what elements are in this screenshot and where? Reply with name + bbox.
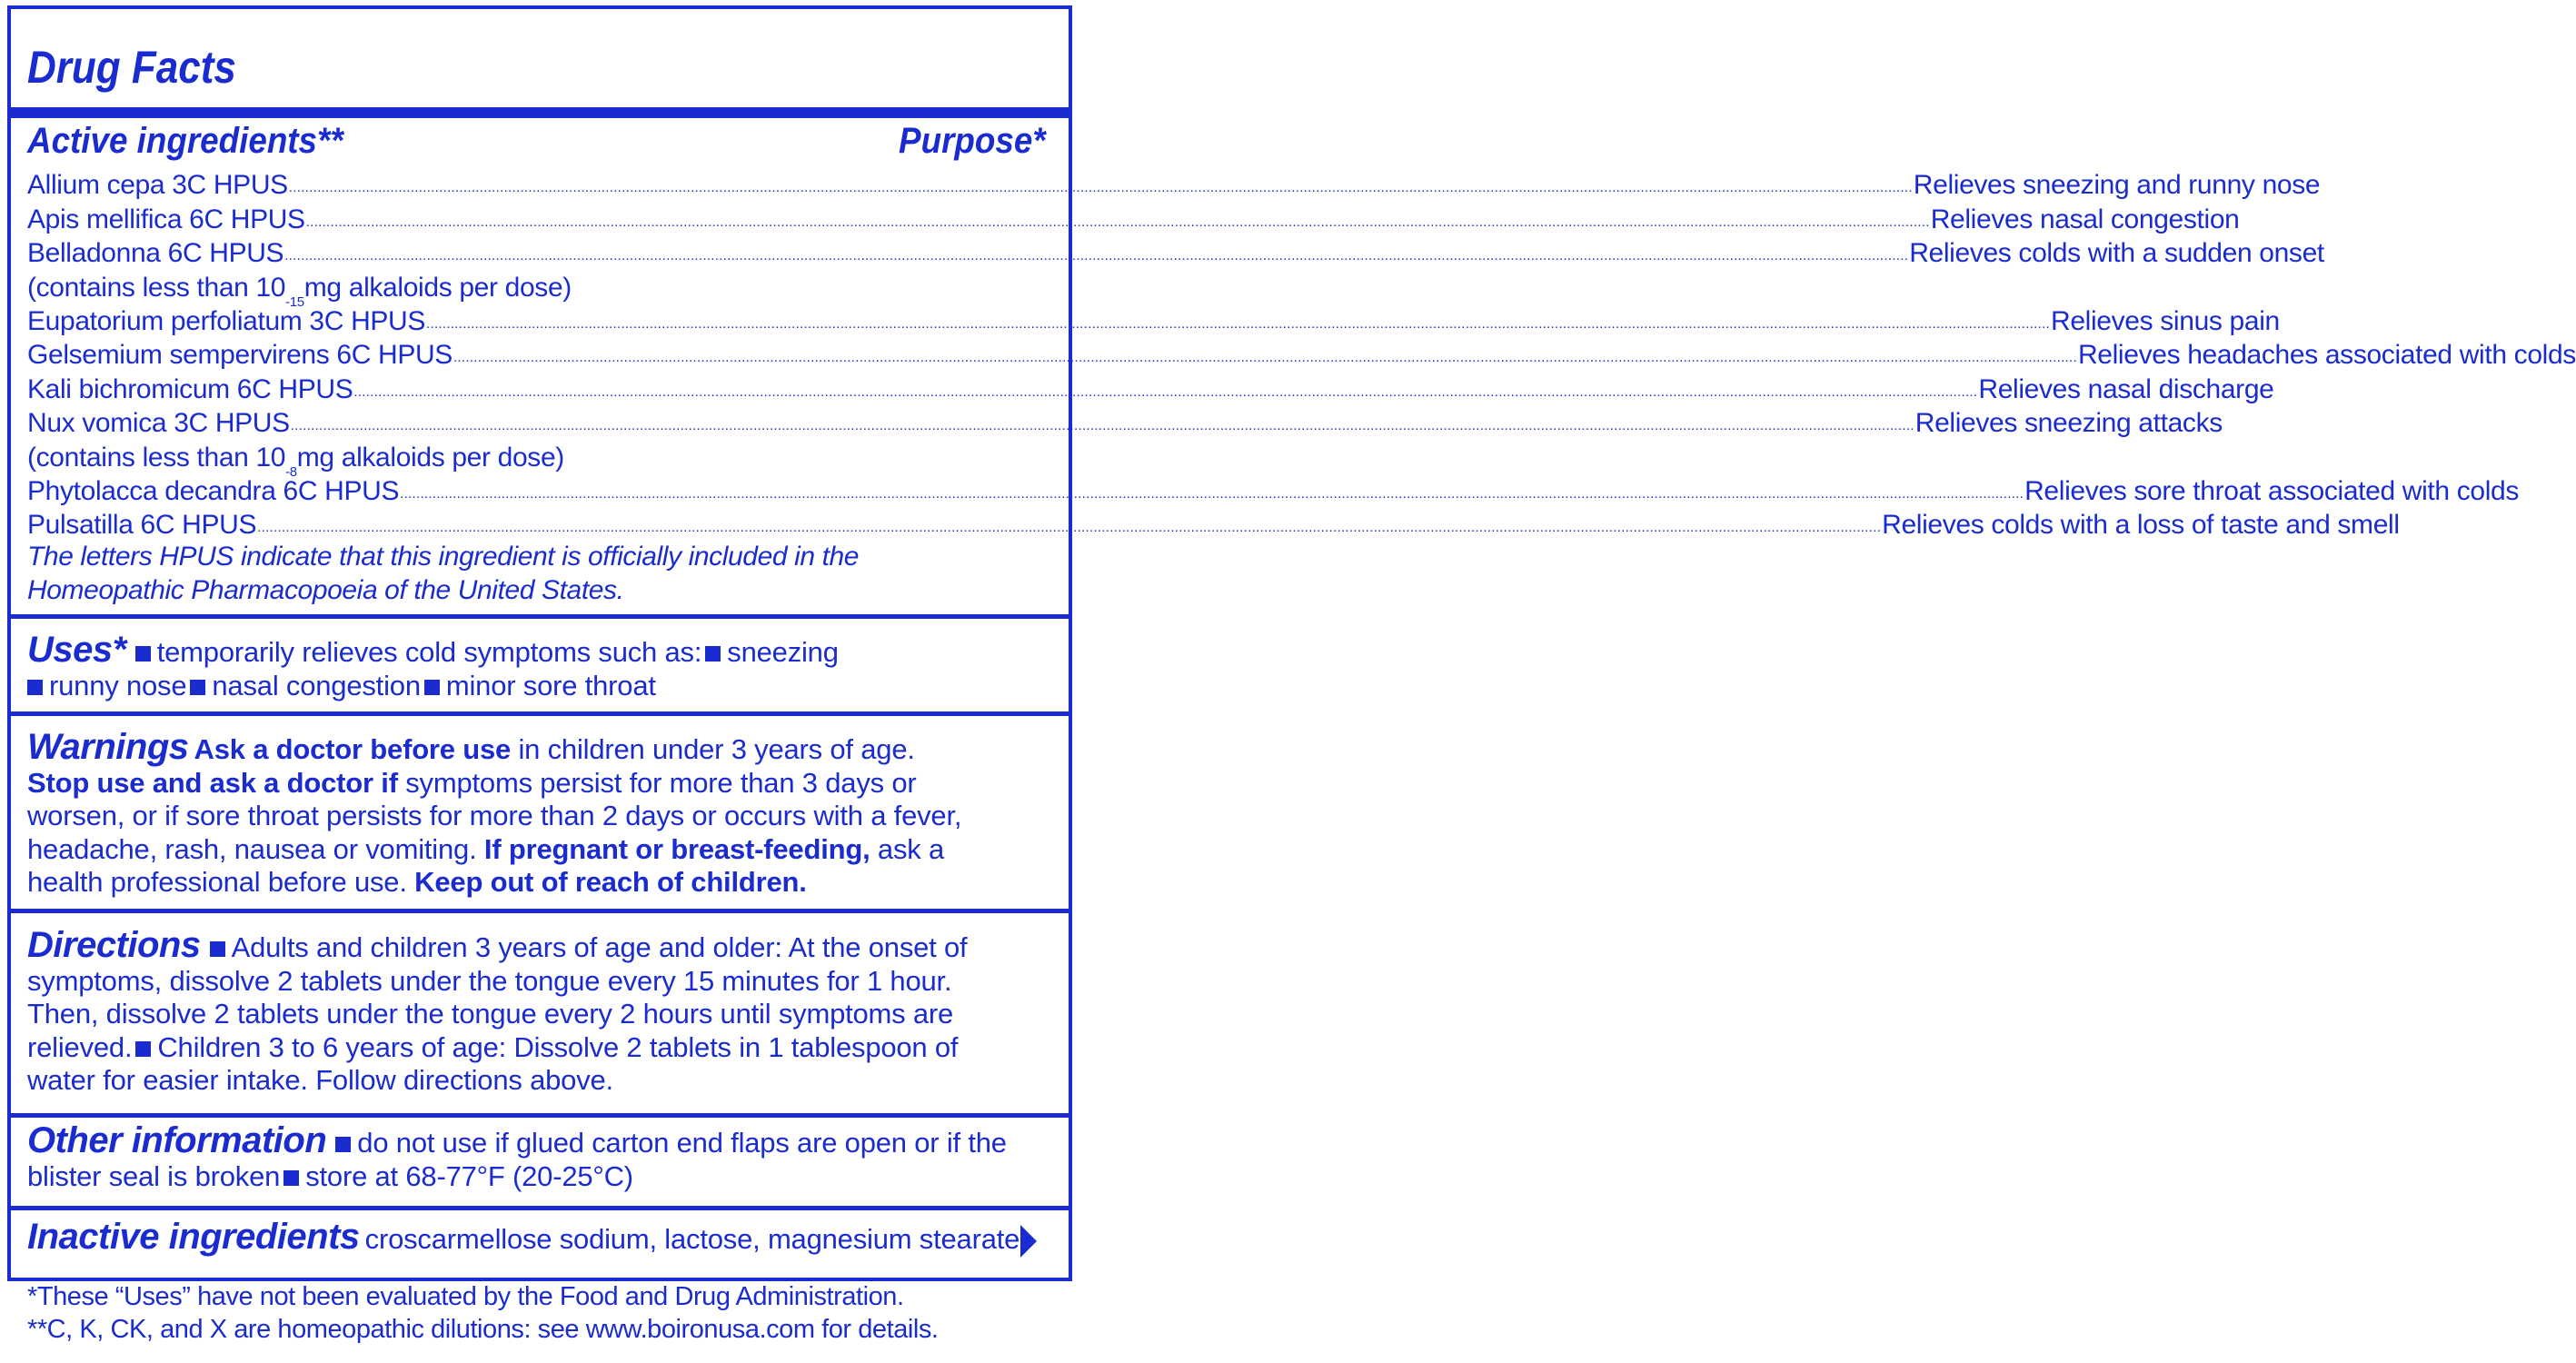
warnings-heading: Warnings bbox=[27, 727, 189, 767]
rule-after-other bbox=[7, 1206, 1072, 1210]
directions-text: relieved. bbox=[27, 1030, 133, 1063]
warnings-text: health professional before use. bbox=[27, 866, 415, 899]
ingredient-name: Belladonna 6C HPUS bbox=[27, 238, 284, 269]
warnings-text: symptoms persist for more than 3 days or bbox=[397, 766, 917, 799]
directions-text: Then, dissolve 2 tablets under the tongue every 2 hours until symptoms are bbox=[27, 998, 954, 1030]
bullet-square-icon bbox=[424, 680, 440, 695]
other-text: store at 68-77°F (20-25°C) bbox=[305, 1159, 633, 1192]
uses-section bbox=[27, 630, 1054, 702]
ingredient-name: Apis mellifica 6C HPUS bbox=[27, 204, 305, 234]
leader-dots: ................................................................................................................................................................................................................................................................................................................................................................................................................ bbox=[288, 180, 1913, 196]
uses-text: runny nose bbox=[49, 669, 187, 701]
note-text: mg alkaloids per dose) bbox=[303, 272, 572, 303]
ingredient-name: Kali bichromicum 6C HPUS bbox=[27, 373, 353, 404]
ingredient-row bbox=[27, 406, 2223, 440]
leader-dots: ................................................................................................................................................................................................................................................................................................................................................................................................................ bbox=[353, 383, 1978, 400]
warnings-text: headache, rash, nausea or vomiting. bbox=[27, 832, 484, 865]
heavy-rule-top bbox=[7, 107, 1072, 118]
rule-after-uses bbox=[7, 711, 1072, 716]
ingredient-purpose: Relieves sore throat associated with colds bbox=[2024, 475, 2520, 506]
ingredient-name: Eupatorium perfoliatum 3C HPUS bbox=[27, 305, 426, 336]
ingredient-name: Pulsatilla 6C HPUS bbox=[27, 510, 257, 541]
ingredient-row bbox=[27, 508, 2400, 542]
other-text: blister seal is broken bbox=[27, 1159, 281, 1192]
ingredient-purpose: Relieves nasal discharge bbox=[1978, 373, 2274, 404]
footnotes bbox=[27, 1280, 1072, 1346]
ingredient-name: Nux vomica 3C HPUS bbox=[27, 408, 290, 439]
ingredient-row bbox=[27, 168, 2321, 202]
note-text: mg alkaloids per dose) bbox=[296, 442, 564, 473]
ingredient-purpose: Relieves headaches associated with colds bbox=[2077, 340, 2576, 371]
directions-section bbox=[27, 925, 1054, 1098]
bullet-square-icon bbox=[335, 1137, 351, 1152]
directions-text: Children 3 to 6 years of age: Dissolve 2 tablets in 1 tablespoon of bbox=[157, 1030, 959, 1063]
bullet-square-icon bbox=[190, 680, 205, 695]
other-information-section bbox=[27, 1120, 1054, 1193]
ingredient-purpose: Relieves colds with a sudden onset bbox=[1909, 238, 2324, 269]
bullet-square-icon bbox=[27, 680, 43, 695]
inactive-text: croscarmellose sodium, lactose, magnesium stearate bbox=[364, 1223, 1020, 1255]
hpus-note bbox=[27, 540, 1045, 607]
continue-arrow-icon bbox=[1020, 1225, 1037, 1258]
rule-after-directions bbox=[7, 1113, 1072, 1118]
leader-dots: ................................................................................................................................................................................................................................................................................................................................................................................................................ bbox=[453, 350, 2077, 366]
active-ingredients-heading: Active ingredients** bbox=[27, 121, 343, 161]
ingredient-row bbox=[27, 202, 2240, 235]
other-text: do not use if glued carton end flaps are open or if the bbox=[357, 1127, 1007, 1159]
uses-text: sneezing bbox=[727, 636, 839, 668]
leader-dots: ................................................................................................................................................................................................................................................................................................................................................................................................................ bbox=[284, 248, 1909, 264]
ingredient-row bbox=[27, 304, 2280, 338]
other-information-heading: Other information bbox=[27, 1120, 327, 1160]
ingredient-row bbox=[27, 474, 2520, 508]
hpus-note-line: The letters HPUS indicate that this ingredient is officially included in the bbox=[27, 542, 860, 572]
rule-after-active bbox=[7, 614, 1072, 619]
warnings-text: in children under 3 years of age. bbox=[511, 733, 915, 765]
leader-dots: ................................................................................................................................................................................................................................................................................................................................................................................................................ bbox=[426, 315, 2051, 332]
note-text: (contains less than 10 bbox=[27, 272, 286, 303]
ingredient-row bbox=[27, 372, 2274, 405]
warnings-bold: Stop use and ask a doctor if bbox=[27, 766, 398, 799]
ingredient-name: Allium cepa 3C HPUS bbox=[27, 170, 288, 201]
ingredient-name: Gelsemium sempervirens 6C HPUS bbox=[27, 340, 453, 371]
ingredient-purpose: Relieves sneezing and runny nose bbox=[1913, 170, 2321, 201]
page-title: Drug Facts bbox=[27, 42, 236, 93]
alkaloid-note-belladonna: (contains less than 10 $^{-15}$ mg alkaloids per dose) bbox=[27, 272, 572, 310]
hpus-note-line: Homeopathic Pharmacopoeia of the United States. bbox=[27, 575, 624, 605]
inactive-ingredients-section bbox=[27, 1217, 1054, 1257]
directions-heading: Directions bbox=[27, 925, 201, 965]
warnings-text: worsen, or if sore throat persists for more than 2 days or occurs with a fever, bbox=[27, 800, 962, 832]
ingredient-row bbox=[27, 236, 2324, 270]
directions-text: Adults and children 3 years of age and older: At the onset of bbox=[231, 931, 968, 963]
bullet-square-icon bbox=[210, 941, 225, 957]
note-text: (contains less than 10 bbox=[27, 442, 286, 473]
directions-text: water for easier intake. Follow directions above. bbox=[27, 1064, 613, 1097]
ingredient-purpose: Relieves sneezing attacks bbox=[1915, 408, 2223, 439]
uses-heading: Uses* bbox=[27, 630, 126, 670]
ingredient-name: Phytolacca decandra 6C HPUS bbox=[27, 475, 400, 506]
ingredient-purpose: Relieves sinus pain bbox=[2051, 305, 2280, 336]
ingredient-list bbox=[27, 168, 2576, 542]
leader-dots: ................................................................................................................................................................................................................................................................................................................................................................................................................ bbox=[305, 214, 1930, 230]
bullet-square-icon bbox=[135, 646, 151, 662]
footnote-uses: *These “Uses” have not been evaluated by the Food and Drug Administration. bbox=[27, 1282, 904, 1311]
warnings-text: ask a bbox=[870, 832, 945, 865]
leader-dots: ................................................................................................................................................................................................................................................................................................................................................................................................................ bbox=[400, 485, 2024, 502]
rule-after-warnings bbox=[7, 909, 1072, 913]
ingredient-row bbox=[27, 338, 2576, 372]
footnote-dilutions: **C, K, CK, and X are homeopathic dilutions: see www.boironusa.com for details. bbox=[27, 1315, 939, 1344]
ingredient-purpose: Relieves colds with a loss of taste and smell bbox=[1882, 510, 2400, 541]
uses-text: nasal congestion bbox=[212, 669, 421, 701]
directions-text: symptoms, dissolve 2 tablets under the tongue every 15 minutes for 1 hour. bbox=[27, 964, 952, 997]
purpose-heading: Purpose* bbox=[899, 121, 1046, 161]
bullet-square-icon bbox=[283, 1170, 299, 1186]
warnings-section bbox=[27, 727, 1054, 900]
uses-text: temporarily relieves cold symptoms such as: bbox=[156, 636, 702, 668]
warnings-bold: If pregnant or breast-feeding, bbox=[483, 832, 870, 865]
ingredient-purpose: Relieves nasal congestion bbox=[1930, 204, 2240, 234]
leader-dots: ................................................................................................................................................................................................................................................................................................................................................................................................................ bbox=[257, 520, 1882, 536]
uses-text: minor sore throat bbox=[445, 669, 656, 701]
warnings-bold: Ask a doctor before use bbox=[194, 733, 512, 765]
alkaloid-note-nux: (contains less than 10 $^{-8}$ mg alkaloids per dose) bbox=[27, 442, 564, 480]
inactive-ingredients-heading: Inactive ingredients bbox=[27, 1217, 360, 1257]
warnings-bold: Keep out of reach of children. bbox=[414, 866, 807, 899]
bullet-square-icon bbox=[135, 1041, 151, 1057]
leader-dots: ................................................................................................................................................................................................................................................................................................................................................................................................................ bbox=[290, 418, 1915, 434]
bullet-square-icon bbox=[705, 646, 721, 662]
